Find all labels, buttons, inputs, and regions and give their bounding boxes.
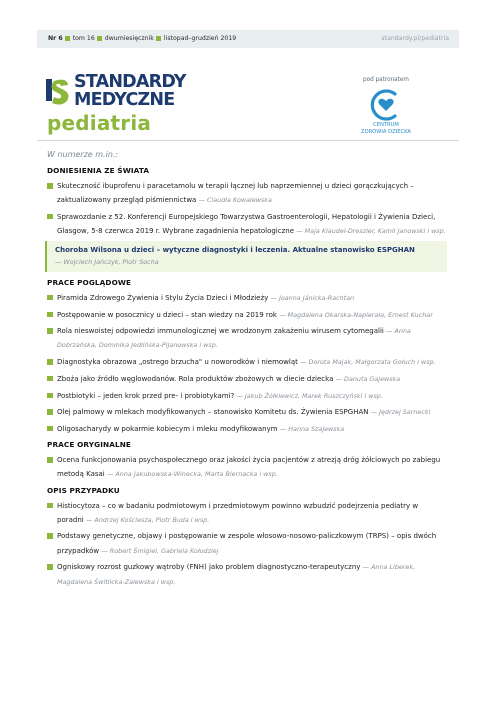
highlighted-article-authors: — Wojciech Jańczyk, Piotr Socha (55, 257, 159, 266)
article-title: Podstawy genetyczne, objawy i postępowanie w zespole włosowo-nosowo-paliczkowym (TRPS) – opis dwóch przypadków (57, 532, 437, 555)
article-authors: — Hanna Szajewska (279, 424, 345, 433)
standardy-logo-icon (46, 77, 71, 106)
article-title: Diagnostyka obrazowa „ostrego brzucha" u noworodków i niemowląt (57, 358, 298, 367)
table-of-contents (47, 166, 447, 591)
article-title: Rola nieswoistej odpowiedzi immunologicznej we wrodzonym zakażeniu wirusem cytomegalii (57, 327, 384, 336)
website-link[interactable]: standardy.pl/pediatria (381, 35, 449, 42)
article-item[interactable] (47, 405, 447, 419)
patronage-label: pod patronatem (363, 77, 409, 83)
issue-meta (48, 30, 236, 48)
bullet-square-icon (97, 36, 102, 41)
article-item[interactable] (47, 529, 447, 557)
section-title-news: DONIESIENIA ZE ŚWIATA (47, 166, 150, 175)
article-authors: — Anna Dobrzańska, Dominika Jedlińska-Pijanowska i wsp. (57, 327, 411, 350)
article-authors: — Joanna Jánicka-Rachtan (270, 293, 355, 302)
article-title: Sprawozdanie z 52. Konferencji Europejskiego Towarzystwa Gastroenterologii, Hepatologii i Żywienia Dzieci, Glasgow, 5-8 czerwca 2019 r. Wybrane zagadnienia hepatologiczne (57, 212, 436, 236)
bullet-square-icon (47, 393, 53, 399)
article-item[interactable] (47, 372, 447, 386)
bullet-square-icon (47, 183, 53, 189)
article-title: Ocena funkcjonowania psychospołecznego oraz jakości życia pacjentów z atrezją dróg żółciowych po zabiegu metodą Kasai (57, 456, 441, 479)
bullet-square-icon (47, 426, 53, 432)
contents-intro: W numerze m.in.: (47, 150, 119, 159)
article-title: Skuteczność ibuprofenu i paracetamolu w terapii łącznej lub naprzemiennej u dzieci gorączkujących – zaktualizowany przegląd piśmiennictwa (57, 182, 414, 205)
section-title-reviews: PRACE POGLĄDOWE (47, 277, 132, 287)
article-item[interactable] (47, 560, 447, 588)
article-authors: — Anna Jakubowska-Winecka, Marta Biernacka i wsp. (106, 470, 278, 479)
article-item[interactable] (47, 210, 447, 238)
article-authors: — Jakub Żółkiewicz, Marek Ruszczyński i wsp. (236, 391, 383, 400)
heart-logo-icon (369, 89, 403, 121)
article-title: Oligosacharydy w pokarmie kobiecym i mleku modyfikowanym (57, 424, 278, 433)
patron-org-line-1: CENTRUM (373, 122, 399, 128)
article-authors: — Magdalena Okarska-Napierała, Ernest Kuchar (279, 310, 433, 319)
article-authors: — Claudia Kowalewska (198, 196, 272, 205)
article-item[interactable] (47, 499, 447, 527)
highlighted-article-title: Choroba Wilsona u dzieci – wytyczne diagnostyki i leczenia. Aktualne stanowisko ESPGHAN (55, 245, 415, 254)
bullet-square-icon (47, 214, 53, 220)
bullet-square-icon (47, 312, 53, 318)
article-authors: — Dorota Majak, Małgorzata Gołuch i wsp. (300, 358, 436, 367)
article-item[interactable] (47, 355, 447, 369)
article-authors: — Robert Śmigiel, Gabriela Kołodziej (101, 546, 219, 555)
article-title: Piramida Zdrowego Żywienia i Stylu Życia Dzieci i Młodzieży (57, 293, 269, 302)
article-item[interactable] (47, 389, 447, 403)
patron-org-line-2: ZDROWIA DZIECKA (361, 129, 411, 135)
frequency: dwumiesięcznik (104, 35, 154, 42)
article-item[interactable] (47, 422, 447, 436)
article-title: Postępowanie w posocznicy u dzieci – stan wiedzy na 2019 rok (57, 310, 277, 319)
article-item[interactable] (47, 179, 447, 207)
bullet-square-icon (47, 376, 53, 382)
bullet-square-icon (47, 564, 53, 570)
article-authors: — Andrzej Kościesza, Piotr Buda i wsp. (85, 515, 210, 524)
article-title: Olej palmowy w mlekach modyfikowanych – stanowisko Komitetu ds. Żywienia ESPGHAN (57, 408, 369, 417)
period: listopad–grudzień 2019 (163, 35, 237, 42)
journal-subtitle: pediatria (47, 111, 152, 135)
section-title-original: PRACE ORYGINALNE (47, 440, 131, 450)
article-item[interactable] (47, 291, 447, 305)
issue-info-bar (37, 30, 459, 48)
bullet-square-icon (65, 36, 70, 41)
article-item[interactable] (47, 453, 447, 481)
brand-wordmark (74, 73, 186, 109)
bullet-square-icon (47, 457, 53, 463)
brand-line-2: MEDYCZNE (74, 90, 175, 110)
section-title-case-report: OPIS PRZYPADKU (47, 485, 120, 495)
article-title: Postbiotyki – jeden krok przed pre- i probiotykami? (57, 391, 235, 400)
issue-number: Nr 6 (48, 35, 63, 42)
volume: tom 16 (72, 35, 95, 42)
header-divider (37, 140, 459, 141)
bullet-square-icon (47, 503, 53, 509)
highlighted-article[interactable] (45, 241, 447, 272)
patronage-block (355, 77, 417, 136)
brand-line-1: STANDARDY (74, 72, 186, 92)
bullet-square-icon (47, 295, 53, 301)
article-authors: — Jędrzej Sarnecki (370, 408, 431, 417)
bullet-square-icon (156, 36, 161, 41)
article-authors: — Anna Liberek, Magdalena Świtlicka-Zalewska i wsp. (57, 563, 416, 586)
bullet-square-icon (47, 328, 53, 334)
bullet-square-icon (47, 359, 53, 365)
bullet-square-icon (47, 409, 53, 415)
article-authors: — Maja Klaudel-Dreszler, Kamil Janowski i wsp. (296, 227, 446, 236)
article-title: Zboża jako źródło węglowodanów. Rola produktów zbożowych w diecie dziecka (57, 374, 334, 383)
bullet-square-icon (47, 533, 53, 539)
article-title: Histiocytoza – co w badaniu podmiotowym i przedmiotowym powinno wzbudzić podejrzenia pediatry w poradni (57, 501, 419, 524)
article-item[interactable] (47, 308, 447, 322)
article-title: Ogniskowy rozrost guzkowy wątroby (FNH) jako problem diagnostyczno-terapeutyczny (57, 563, 361, 572)
article-item[interactable] (47, 324, 447, 352)
article-authors: — Danuta Gajewska (335, 374, 401, 383)
